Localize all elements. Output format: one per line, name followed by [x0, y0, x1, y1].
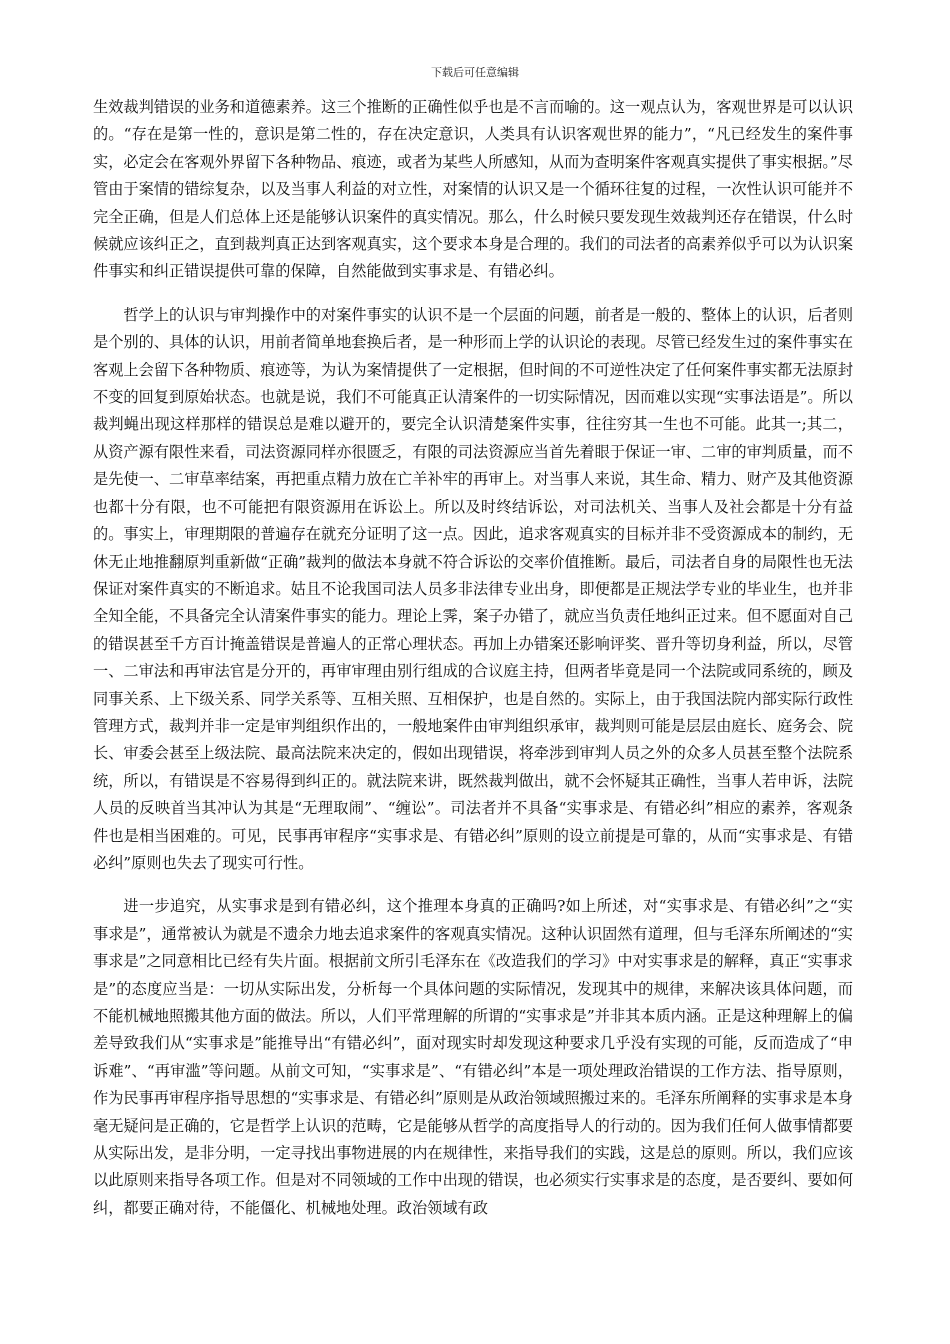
- page-header-note: 下载后可任意编辑: [431, 66, 519, 79]
- paragraph: 进一步追究，从实事求是到有错必纠，这个推理本身真的正确吗?如上所述，对“实事求是、有错必纠”之“实事求是”，通常被认为就是不遗余力地去追求案件的客观真实情况。这种认识固然有道理，但与毛泽东所阐述的“实事求是”之同意相比已经有失片面。根据前文所引毛泽东在《改造我们的学习》中对实事求是的解释，真正“实事求是”的态度应当是：一切从实际出发，分析每一个具体问题的实际情况，发现其中的规律，来解决该具体问题，而不能机械地照搬其他方面的做法。所以，人们平常理解的所谓的“实事求是”并非其本质内涵。正是这种理解上的偏差导致我们从“实事求是”能推导出“有错必纠”，面对现实时却发现这种要求几乎没有实现的可能，反而造成了“申诉难”、“再审滥”等问题。从前文可知，“实事求是”、“有错必纠”本是一项处理政治错误的工作方法、指导原则，作为民事再审程序指导思想的“实事求是、有错必纠”原则是从政治领域照搬过来的。毛泽东所阐释的实事求是本身毫无疑问是正确的，它是哲学上认识的范畴，它是能够从哲学的高度指导人的行动的。因为我们任何人做事情都要从实际出发，是非分明，一定寻找出事物进展的内在规律性，来指导我们的实践，这是总的原则。所以，我们应该以此原则来指导各项工作。但是对不同领域的工作中出现的错误，也必须实行实事求是的态度，是否要纠、要如何纠，都要正确对待，不能僵化、机械地处理。政治领域有政: [93, 897, 853, 1217]
- paragraph: 生效裁判错误的业务和道德素养。这三个推断的正确性似乎也是不言而喻的。这一观点认为，客观世界是可以认识的。“存在是第一性的，意识是第二性的，存在决定意识，人类具有认识客观世界的能力”，“凡已经发生的案件事实，必定会在客观外界留下各种物品、痕迹，或者为某些人所感知，从而为查明案件客观真实提供了事实根据。”尽管由于案情的错综复杂，以及当事人利益的对立性，对案情的认识又是一个循环往复的过程，一次性认识可能并不完全正确，但是人们总体上还是能够认识案件的真实情况。那么，什么时候只要发现生效裁判还存在错误，什么时候就应该纠正之，直到裁判真正达到客观真实，这个要求本身是合理的。我们的司法者的高素养似乎可以为认识案件事实和纠正错误提供可靠的保障，自然能做到实事求是、有错必纠。: [93, 98, 853, 281]
- paragraph: 哲学上的认识与审判操作中的对案件事实的认识不是一个层面的问题，前者是一般的、整体上的认识，后者则是个别的、具体的认识，用前者简单地套换后者，是一种形而上学的认识论的表现。尽管已经发生过的案件事实在客观上会留下各种物质、痕迹等，为认为案情提供了一定根据，但时间的不可逆性决定了任何案件事实都无法原封不变的回复到原始状态。也就是说，我们不可能真正认清案件的一切实际情况，因而难以实现“实事法语是”。所以裁判蝇出现这样那样的错误总是难以避开的，要完全认识清楚案件实事，往往穷其一生也不可能。此其一;其二，从资产源有限性来看，司法资源同样亦很匮乏，有限的司法资源应当首先着眼于保证一审、二审的审判质量，而不是先使一、二审草率结案，再把重点精力放在亡羊补牢的再审上。对当事人来说，其生命、精力、财产及其他资源也都十分有限，也不可能把有限资源用在诉讼上。所以及时终结诉讼，对司法机关、当事人及社会都是十分有益的。事实上，审理期限的普遍存在就充分证明了这一点。因此，追求客观真实的目标并非不受资源成本的制约，无休无止地推翻原判重新做“正确”裁判的做法本身就不符合诉讼的交率价值推断。最后，司法者自身的局限性也无法保证对案件真实的不断追求。姑且不论我国司法人员多非法律专业出身，即便都是正规法学专业的毕业生，也并非全知全能，不具备完全认清案件事实的能力。理论上霁，案子办错了，就应当负责任地纠正过来。但不愿面对自己的错误甚至千方百计掩盖错误是普遍人的正常心理状态。再加上办错案还影响评奖、晋升等切身利益，所以，尽管一、二审法和再审法官是分开的，再审审理由别行组成的合议庭主持，但两者毕竟是同一个法院或同系统的，顾及同事关系、上下级关系、同学关系等、互相关照、互相保护，也是自然的。实际上，由于我国法院内部实际行政性管理方式，裁判并非一定是审判组织作出的，一般地案件由审判组织承审，裁判则可能是层层由庭长、庭务会、院长、审委会甚至上级法院、最高法院来决定的，假如出现错误，将牵涉到审判人员之外的众多人员甚至整个法院系统，所以，有错误是不容易得到纠正的。就法院来讲，既然裁判做出，就不会怀疑其正确性，当事人若申诉，法院人员的反映首当其冲认为其是“无理取闹”、“缠讼”。司法者并不具备“实事求是、有错必纠”相应的素养，客观条件也是相当困难的。可见，民事再审程序“实事求是、有错必纠”原则的设立前提是可靠的，从而“实事求是、有错必纠”原则也失去了现实可行性。: [93, 305, 853, 872]
- document-body: [93, 94, 853, 1222]
